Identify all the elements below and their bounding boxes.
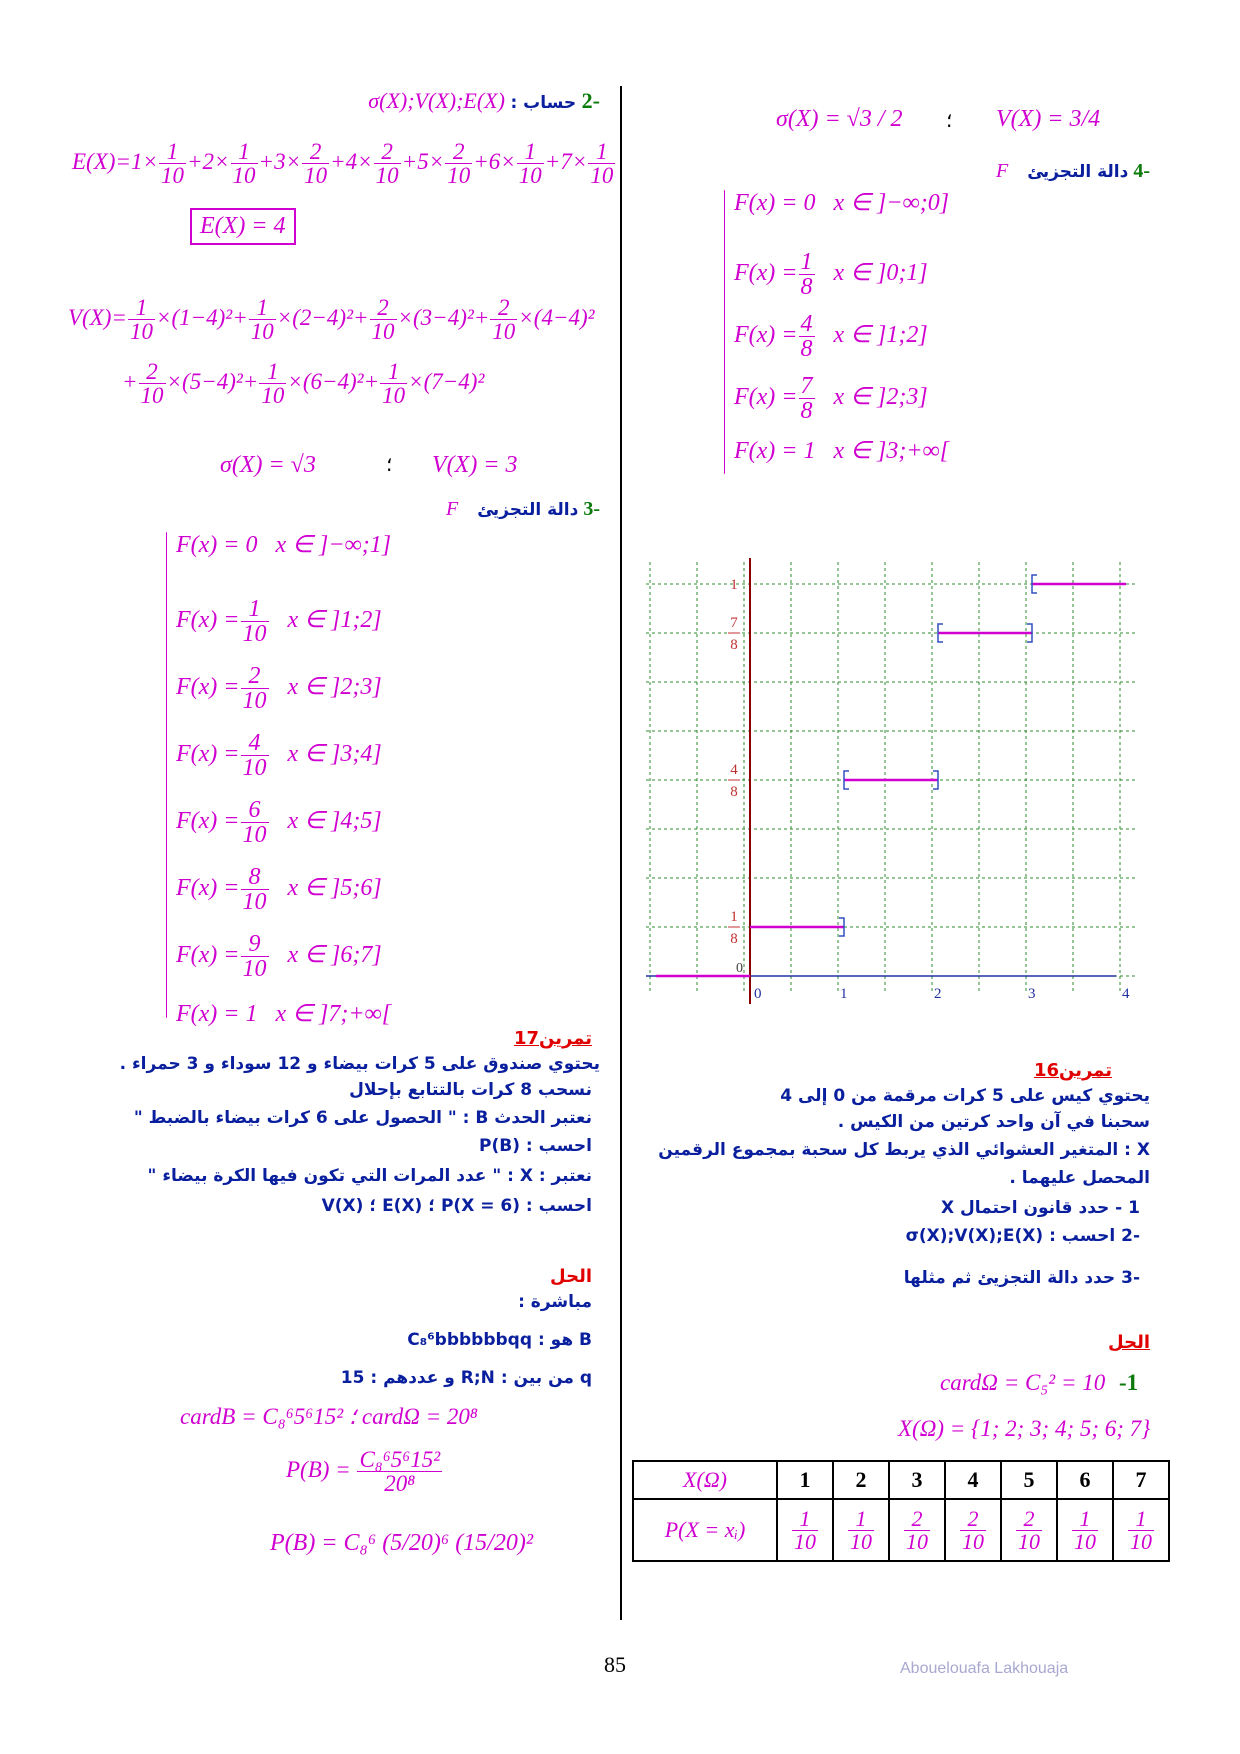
ex16-line3: X : المتغير العشوائي الذي يربط كل سحبة بمجموع الرقمين <box>658 1140 1150 1160</box>
table-row <box>633 1461 1169 1499</box>
sol16-image-set: X(Ω) = {1; 2; 3; 4; 5; 6; 7} <box>898 1416 1151 1441</box>
table-cell: $\frac{1}{10}$ <box>833 1499 889 1561</box>
table-cell: $\frac{2}{10}$ <box>1001 1499 1057 1561</box>
sol17-B: B هو : C₈⁶bbbbbbqq <box>407 1330 592 1350</box>
q2-expr: σ(X);V(X);E(X) <box>368 88 505 113</box>
variance-result: V(X) = 3 <box>432 452 518 478</box>
piecewise-row: F(x) = $\frac{9}{10}$ x ∈ ]6;7] <box>176 931 382 982</box>
table-cell: 2 <box>833 1461 889 1499</box>
piecewise-brace-right <box>724 190 725 474</box>
table-cell: 7 <box>1113 1461 1169 1499</box>
exercise-17-title: تمرين17 <box>513 1028 592 1049</box>
piecewise-row: F(x) = 0 x ∈ ]−∞;1] <box>176 532 392 558</box>
variance-formula-line1: V(X)= $\frac{1}{10}$ ×(1−4)²+ $\frac{1}{10}$ ×(2−4)²+ $\frac{2}{10}$ ×(3−4)²+ $\frac{2}{10}$ ×(4−4)² <box>68 295 595 344</box>
exercise-16-title: تمرين16 <box>1033 1060 1112 1081</box>
q2-heading <box>368 88 600 114</box>
q4-heading: -4 دالة التجزيئ F <box>996 160 1150 182</box>
table-cell: 6 <box>1057 1461 1113 1499</box>
column-divider <box>620 86 622 1620</box>
ex17-line1: يحتوي صندوق على 5 كرات بيضاء و 12 سوداء و 3 حمراء . <box>119 1054 600 1074</box>
table-head-probs: P(X = xᵢ) <box>633 1499 777 1561</box>
table-head-values: X(Ω) <box>633 1461 777 1499</box>
variance-formula-line2: + $\frac{2}{10}$ ×(5−4)²+ $\frac{1}{10}$ ×(6−4)²+ $\frac{1}{10}$ ×(7−4)² <box>122 359 485 408</box>
table-cell: 5 <box>1001 1461 1057 1499</box>
piecewise-row: F(x) = 1 x ∈ ]7;+∞[ <box>176 1001 392 1027</box>
y-tick-numerator: 4 <box>730 762 738 778</box>
piecewise-row: F(x) = $\frac{4}{8}$ x ∈ ]1;2] <box>734 311 928 362</box>
x-tick-label: 3 <box>1028 986 1036 1002</box>
piecewise-row: F(x) = 0 x ∈ ]−∞;0] <box>734 190 950 216</box>
y-tick-denominator: 8 <box>730 784 738 800</box>
q3-heading: -3 دالة التجزيئ F <box>446 498 600 520</box>
x-tick-label: 4 <box>1122 986 1130 1002</box>
piecewise-row: F(x) = $\frac{2}{10}$ x ∈ ]2;3] <box>176 663 382 714</box>
table-cell: $\frac{1}{10}$ <box>1113 1499 1169 1561</box>
separator: ؛ <box>386 454 393 476</box>
piecewise-brace-left <box>166 532 167 1018</box>
q2-label: -2 <box>581 88 600 113</box>
y-tick-numerator: 7 <box>730 615 738 631</box>
y-tick-numerator: 1 <box>730 909 738 925</box>
table-cell: $\frac{2}{10}$ <box>889 1499 945 1561</box>
ex17-line2: نسحب 8 كرات بالتتابع بإحلال <box>349 1080 592 1100</box>
table-cell: 4 <box>945 1461 1001 1499</box>
ex17-line5: نعتبر : X : " عدد المرات التي تكون فيها الكرة بيضاء " <box>147 1166 592 1186</box>
piecewise-row: F(x) = $\frac{1}{8}$ x ∈ ]0;1] <box>734 249 928 300</box>
y-tick-denominator: 8 <box>730 637 738 653</box>
origin-label: 0 <box>736 961 743 976</box>
ex16-line4: المحصل عليهما . <box>1009 1168 1150 1188</box>
piecewise-row: F(x) = $\frac{7}{8}$ x ∈ ]2;3] <box>734 373 928 424</box>
solution-17-title: الحل <box>550 1266 592 1287</box>
ex17-line6: احسب : P(X = 6) ؛ E(X) ؛ V(X) <box>321 1196 592 1216</box>
ex16-line2: سحبنا في آن واحد كرتين من الكيس . <box>837 1112 1150 1132</box>
probability-table <box>632 1460 1170 1562</box>
y-tick-denominator: 8 <box>730 931 738 947</box>
table-cell: $\frac{1}{10}$ <box>777 1499 833 1561</box>
sigma-result: σ(X) = √3 <box>220 452 316 478</box>
piecewise-row: F(x) = $\frac{8}{10}$ x ∈ ]5;6] <box>176 864 382 915</box>
sol16-card-line: cardΩ = C₅² = 10 -1 <box>940 1370 1139 1395</box>
author-credit: Abouelouafa Lakhouaja <box>900 1660 1069 1677</box>
piecewise-row: F(x) = $\frac{4}{10}$ x ∈ ]3;4] <box>176 730 382 781</box>
ex16-q1: 1 - حدد قانون احتمال X <box>940 1198 1140 1218</box>
solution-16-title: الحل <box>1108 1332 1150 1353</box>
expectation-formula: E(X)=1× $\frac{1}{10}$ +2× $\frac{1}{10}$ +3× $\frac{2}{10}$ +4× $\frac{2}{10}$ +5× $\frac{2}{10}$ +6× $\frac{1}{10}$ +7× $\frac{1}{10}$ <box>72 139 614 188</box>
sol17-direct: مباشرة : <box>518 1292 592 1312</box>
x-tick-label: 2 <box>934 986 942 1002</box>
sol17-PB-expanded: P(B) = C₈⁶ (5/20)⁶ (15/20)² <box>270 1530 534 1556</box>
x-tick-label: 0 <box>754 986 762 1002</box>
piecewise-row: F(x) = $\frac{1}{10}$ x ∈ ]1;2] <box>176 596 382 647</box>
ex16-line1: يحتوي كيس على 5 كرات مرقمة من 0 إلى 4 <box>780 1086 1150 1106</box>
table-row <box>633 1499 1169 1561</box>
ex17-line3: نعتبر الحدث B : " الحصول على 6 كرات بيضاء بالضبط " <box>133 1108 592 1128</box>
table-cell: $\frac{2}{10}$ <box>945 1499 1001 1561</box>
cdf-step-chart <box>646 556 1136 1016</box>
sol17-PB-fraction: P(B) = $\frac{\text{C₈⁶5⁶15²}}{\text{20⁸}}$ <box>286 1447 441 1496</box>
ex16-q3: -3 حدد دالة التجزيئ ثم مثلها <box>903 1268 1140 1288</box>
ex16-q2: -2 احسب : σ(X);V(X);E(X) <box>905 1226 1140 1246</box>
table-cell: 3 <box>889 1461 945 1499</box>
right-sigma: σ(X) = √3 / 2 <box>776 106 903 132</box>
x-tick-label: 1 <box>840 986 848 1002</box>
sol17-q: q من بين : R;N و عددهم : 15 <box>340 1368 592 1388</box>
table-cell: $\frac{1}{10}$ <box>1057 1499 1113 1561</box>
right-variance: V(X) = 3/4 <box>996 106 1101 132</box>
piecewise-row: F(x) = $\frac{6}{10}$ x ∈ ]4;5] <box>176 797 382 848</box>
page-number: 85 <box>604 1652 626 1677</box>
table-cell: 1 <box>777 1461 833 1499</box>
ex17-line4: احسب : P(B) <box>479 1136 592 1156</box>
expectation-result-box: E(X) = 4 <box>190 208 296 245</box>
right-separator: ؛ <box>946 110 953 132</box>
q2-text: حساب : <box>510 93 577 113</box>
sol17-card: cardB = C₈⁶5⁶15² ؛ cardΩ = 20⁸ <box>180 1404 478 1429</box>
y-tick-label: 1 <box>730 577 738 593</box>
piecewise-row: F(x) = 1 x ∈ ]3;+∞[ <box>734 438 950 464</box>
